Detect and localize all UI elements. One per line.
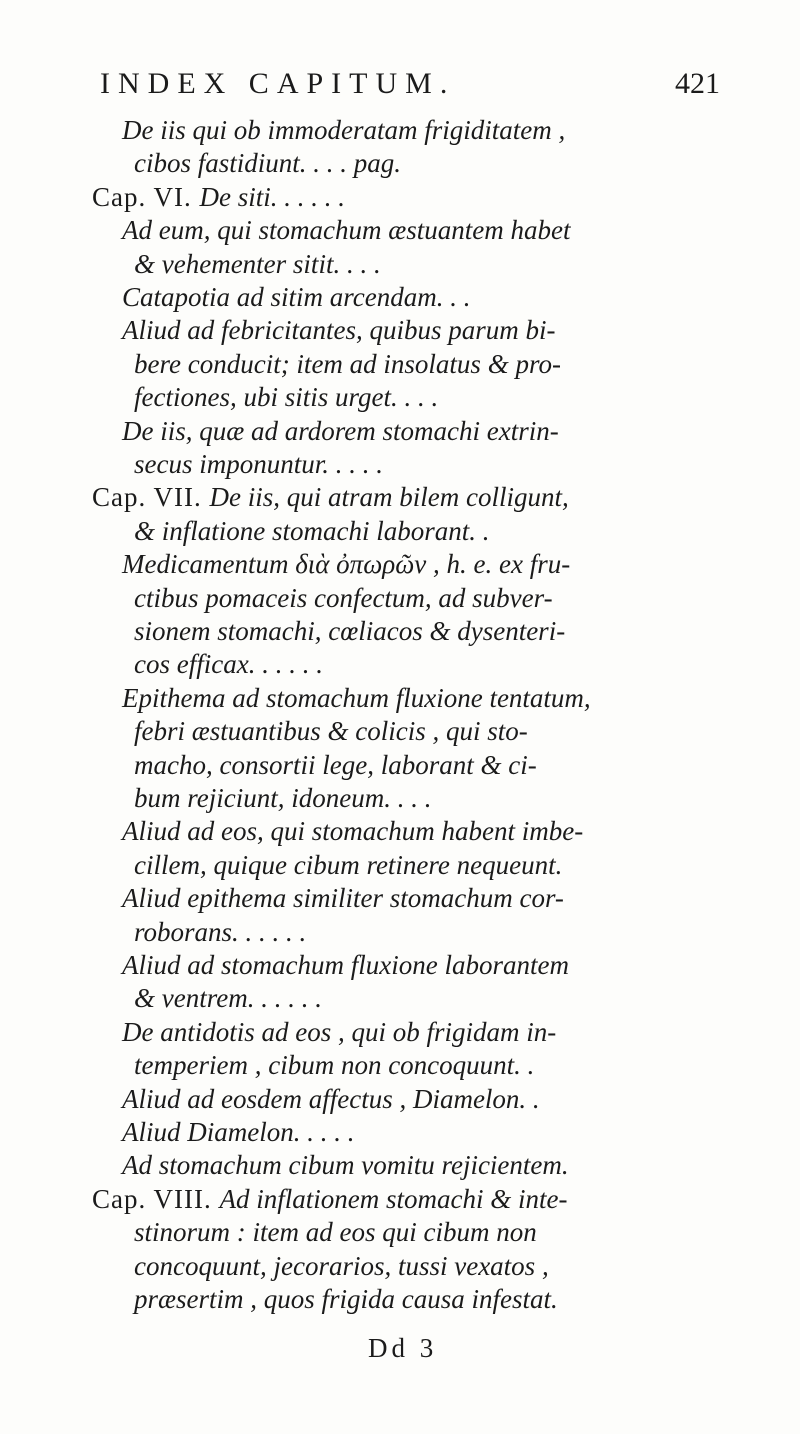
entry-text: De iis qui ob immoderatam frigiditatem , [122,115,566,145]
entry-text: De iis, quæ ad ardorem stomachi extrin- [122,415,559,446]
entry-text: Aliud Diamelon. . . . . [122,1117,355,1147]
entry-text: Ad inflationem stomachi & inte- [219,1183,568,1214]
entry-text: Ad stomachum cibum vomitu rejicientem. [122,1150,569,1181]
index-line [122,546,570,582]
index-line [122,1081,540,1117]
index-line [122,112,565,148]
entry-text: macho, consortii lege, laborant & ci- [134,749,537,780]
index-line [134,613,565,649]
index-line [134,1248,549,1284]
entry-text: Aliud ad febricitantes, quibus parum bi- [122,315,556,346]
index-line [92,479,569,515]
index-line [134,145,401,181]
index-line [134,980,322,1016]
chapter-label: Cap. VII. [92,482,210,513]
index-line [122,680,591,716]
entry-text: & inflatione stomachi laborant. . [134,515,490,546]
running-head [100,64,720,104]
entry-text: Aliud ad eos, qui stomachum habent imbe- [122,816,584,847]
index-line [134,346,561,382]
index-line [134,513,490,549]
index-line [134,246,381,282]
entry-text: ctibus pomaceis confectum, ad subver- [134,582,553,613]
entry-text: Medicamentum διὰ ὀπωρῶν , h. e. ex fru- [122,549,571,580]
entry-text: bum rejiciunt, idoneum. . . . [134,783,432,813]
signature-mark: Dd 3 [368,1333,438,1363]
entry-text: De iis, qui atram bilem colligunt, [209,482,569,513]
entry-text: febri æstuantibus & colicis , qui sto- [134,716,528,747]
index-line [122,813,583,849]
index-line [134,914,306,950]
index-line [92,1181,567,1217]
entry-text: cibos fastidiunt. . . . pag. [134,148,402,179]
entry-text: stinorum : item ad eos qui cibum non [134,1217,537,1248]
entry-text: & ventrem. . . . . . [134,983,322,1014]
index-line [122,1114,354,1150]
index-line [122,1147,569,1183]
index-line [122,880,564,916]
index-line [122,413,559,449]
index-line [134,646,323,682]
entry-text: concoquunt, jecorarios, tussi vexatos , [134,1250,549,1281]
index-line [134,1281,558,1317]
entry-text: Catapotia ad sitim arcendam. . . [122,282,471,312]
chapter-label: Cap. VI. [92,181,200,212]
entry-text: Aliud ad stomachum fluxione laborantem [122,950,569,980]
index-line [134,847,562,883]
index-line [134,1047,534,1083]
index-line [92,179,345,215]
entry-text: cos efficax. . . . . . [134,649,323,680]
entry-text: Aliud ad eosdem affectus , Diamelon. . [122,1083,540,1114]
entry-text: roborans. . . . . . [134,916,307,947]
index-line [134,747,537,783]
index-line [134,446,383,482]
chapter-label: Cap. VIII. [92,1183,220,1214]
index-line [122,312,555,348]
index-line [122,1014,556,1050]
entry-text: cillem, quique cibum retinere nequeunt. [134,849,563,880]
index-line [122,947,569,983]
entry-text: secus imponuntur. . . . . [134,449,383,479]
entry-text: præsertim , quos frigida causa infestat. [134,1284,558,1314]
entry-text: fectiones, ubi sitis urget. . . . [134,382,439,413]
index-title: INDEX CAPITUM. [100,67,456,100]
index-line [134,379,438,415]
entry-text: sionem stomachi, cœliacos & dysenteri- [134,616,566,646]
index-line [134,1214,537,1250]
page-number: 421 [675,67,720,100]
index-line [122,279,471,315]
entry-text: temperiem , cibum non concoquunt. . [134,1050,535,1081]
index-line [134,713,528,749]
entry-text: Aliud epithema similiter stomachum cor- [122,883,564,914]
entry-text: De siti. . . . . . [199,181,345,212]
index-line [134,780,431,816]
index-line [122,212,570,248]
entry-text: & vehementer sitit. . . . [134,248,381,279]
entry-text: bere conducit; item ad insolatus & pro- [134,348,561,379]
entry-text: De antidotis ad eos , qui ob frigidam in- [122,1016,557,1047]
entry-text: Epithema ad stomachum fluxione tentatum, [122,682,591,713]
index-line [134,580,553,616]
entry-text: Ad eum, qui stomachum æstuantem habet [122,215,571,246]
